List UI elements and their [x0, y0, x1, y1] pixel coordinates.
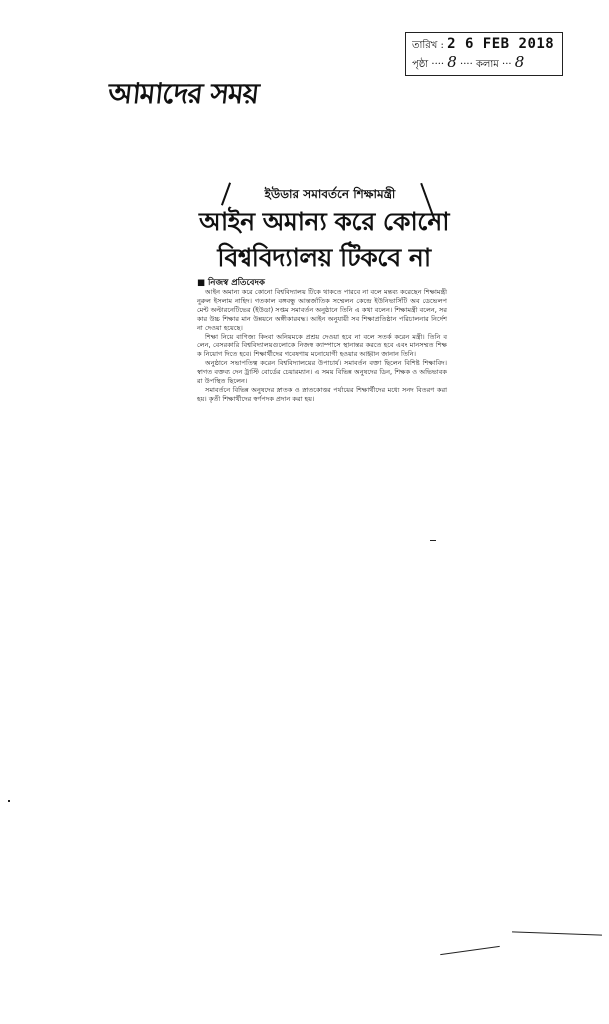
- stamp-page-label: পৃষ্ঠা: [412, 59, 429, 70]
- stamp-date-label: তারিখ: [412, 40, 438, 51]
- stamp-date-value: 2 6 FEB 2018: [447, 36, 555, 52]
- stamp-page-value: 8: [447, 54, 457, 71]
- article-paragraph: আইন অমান্য করে কোনো বিশ্ববিদ্যালয় টিকে থাকতে পারবে না বলে মন্তব্য করেছেন শিক্ষামন্ত্রী নুরুল ইসলাম নাহিদ। গতকাল বঙ্গবন্ধু আন্তর্জাতিক সম্মেলন কেন্দ্রে ইউনিভার্সিটি অব ডেভেলপমেন্ট অল্টারনেটিভের (ইউডা) সপ্তম সমাবর্তন অনুষ্ঠানে তিনি এ কথা বলেন। শিক্ষামন্ত্রী বলেন, সরকার উচ্চ শিক্ষার মান উন্নয়নে অঙ্গীকারবদ্ধ। আইন অনুযায়ী সব শিক্ষাপ্রতিষ্ঠান পরিচালনার নির্দেশনা দেওয়া হয়েছে।: [197, 288, 447, 332]
- stamp-page-row: পৃষ্ঠা ···· 8 ···· কলাম ··· 8: [412, 54, 525, 71]
- article-paragraph: শিক্ষা নিয়ে বাণিজ্য কিংবা অনিয়মকে প্রশ্রয় দেওয়া হবে না বলে সতর্ক করেন মন্ত্রী। তিনি বলেন, বেসরকারি বিশ্ববিদ্যালয়গুলোকে নিজস্ব ক্যাম্পাসে স্থানান্তর করতে হবে এবং মানসম্মত শিক্ষক নিয়োগ দিতে হবে। শিক্ষার্থীদের গবেষণায় মনোযোগী হওয়ার আহ্বান জানান তিনি।: [197, 332, 447, 359]
- article-byline: ■ নিজস্ব প্রতিবেদক: [197, 278, 265, 288]
- decorative-slash-left: [221, 182, 231, 205]
- headline-line-2: বিশ্ববিদ্যালয় টিকবে না: [217, 243, 431, 272]
- stamp-column-label: কলাম: [475, 59, 499, 70]
- date-stamp: [405, 32, 563, 76]
- article-paragraph: সমাবর্তনে বিভিন্ন অনুষদের স্নাতক ও স্নাতকোত্তর পর্যায়ের শিক্ষার্থীদের মধ্যে সনদ বিতরণ করা হয়। কৃতী শিক্ষার্থীদের স্বর্ণপদক প্রদান করা হয়।: [197, 385, 447, 403]
- stamp-date-row: তারিখ : 2 6 FEB 2018: [412, 36, 555, 52]
- scan-speck: [430, 540, 436, 541]
- article-paragraph: অনুষ্ঠানে সভাপতিত্ব করেন বিশ্ববিদ্যালয়ের উপাচার্য। সমাবর্তন বক্তা ছিলেন বিশিষ্ট শিক্ষাবিদ। স্বাগত বক্তব্য দেন ট্রাস্টি বোর্ডের চেয়ারম্যান। এ সময় বিভিন্ন অনুষদের ডিন, শিক্ষক ও অভিভাবকরা উপস্থিত ছিলেন।: [197, 359, 447, 386]
- headline-line-1: আইন অমান্য করে কোনো: [198, 207, 450, 236]
- newspaper-masthead: আমাদের সময়: [106, 77, 260, 110]
- stamp-column-value: 8: [514, 54, 525, 71]
- article-body: [197, 288, 447, 404]
- scan-speck: [8, 800, 10, 802]
- article-kicker: ইউডার সমাবর্তনে শিক্ষামন্ত্রী: [264, 187, 396, 201]
- news-clipping: [195, 178, 453, 538]
- article-headline: [195, 204, 453, 276]
- scan-streak: [440, 946, 500, 955]
- scan-streak: [512, 931, 602, 935]
